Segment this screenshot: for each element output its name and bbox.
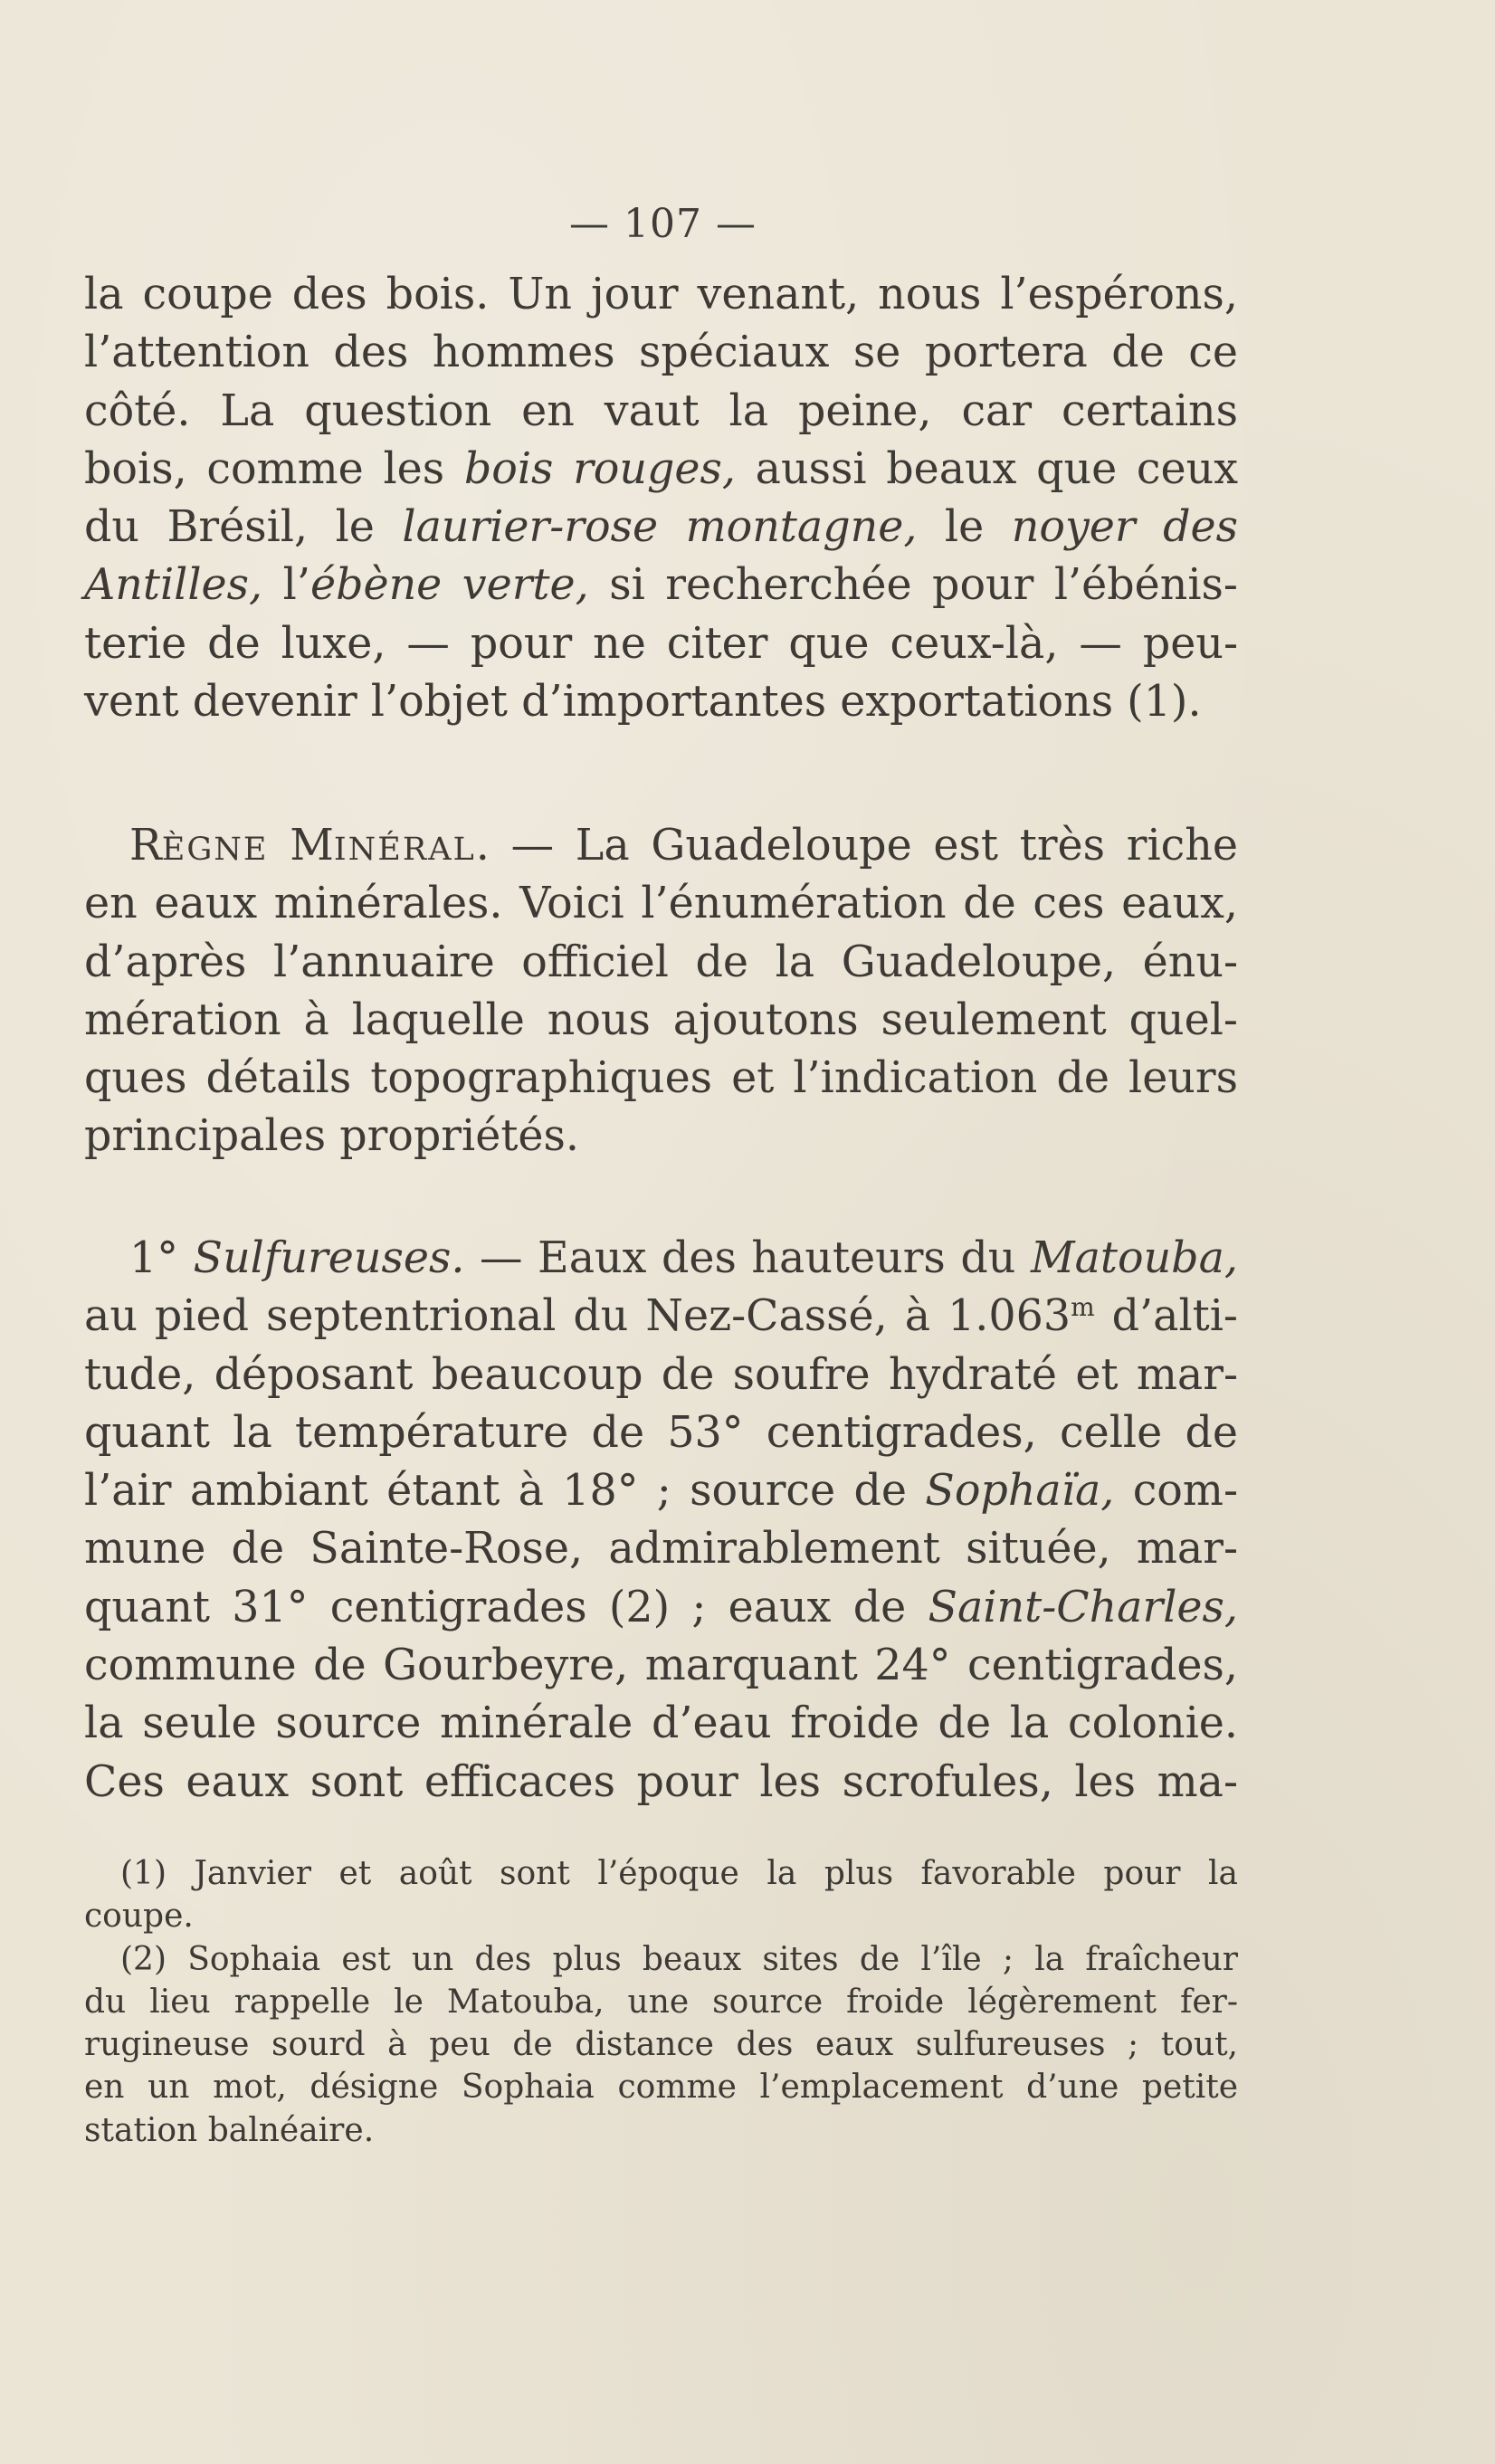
small-caps-text: INÉRAL: [333, 832, 476, 868]
text-line: d’après l’annuaire officiel de la Guadeloupe, énu-: [84, 937, 1238, 987]
text-line: commune de Gourbeyre, marquant 24° centigrades,: [84, 1641, 1238, 1691]
text-line: la seule source minérale d’eau froide de la colonie.: [84, 1698, 1238, 1749]
text-line: [84, 499, 1238, 557]
text-run: d’alti-: [1094, 1291, 1238, 1342]
footnote-line: rugineuse sourd à peu de distance des eaux sulfureuses ; tout,: [84, 2026, 1238, 2064]
text-run: aussi beaux que ceux: [735, 443, 1238, 494]
small-caps-initial: R: [129, 821, 162, 870]
italic-term: Sophaïa,: [925, 1466, 1115, 1517]
text-line: côté. La question en vaut la peine, car certains: [84, 385, 1238, 436]
small-caps-text: ÈGNE: [161, 832, 269, 868]
text-run: 1°: [129, 1233, 194, 1283]
text-line: [84, 557, 1238, 614]
text-line: [84, 1230, 1238, 1288]
text-line: [84, 1288, 1238, 1346]
text-line: [84, 817, 1238, 875]
text-run: au pied septentrional du Nez-Cassé, à 1.063: [84, 1291, 1071, 1342]
text-line: terie de luxe, — pour ne citer que ceux-là, — peu-: [84, 618, 1238, 669]
text-line: [84, 1579, 1238, 1637]
footnote-line: du lieu rappelle le Matouba, une source froide légèrement fer-: [84, 1983, 1238, 2021]
italic-term: ébène verte,: [309, 560, 589, 611]
italic-term: Antilles,: [84, 560, 263, 611]
text-line: [84, 1462, 1238, 1520]
superscript: m: [1071, 1292, 1095, 1323]
text-run: — Eaux des hauteurs du: [464, 1233, 1031, 1283]
paragraph-sulphurous-waters: [84, 1230, 1238, 1812]
text-line: [84, 441, 1238, 499]
text-run: si recherchée pour l’ébénis-: [588, 560, 1238, 611]
text-line: la coupe des bois. Un jour venant, nous l’espérons,: [84, 270, 1238, 319]
text-run: bois, comme les: [84, 443, 464, 494]
footnote-line: coupe.: [84, 1898, 194, 1936]
footnotes: [84, 1852, 1238, 2152]
text-line: vent devenir l’objet d’importantes exportations (1).: [84, 677, 1202, 728]
text-run: le: [917, 502, 1012, 553]
footnote-line: (2) Sophaia est un des plus beaux sites de l’île ; la fraîcheur: [120, 1940, 1238, 1978]
text-run: l’air ambiant étant à 18° ; source de: [84, 1466, 926, 1517]
text-line: en eaux minérales. Voici l’énumération de ces eaux,: [84, 879, 1238, 929]
text-line: principales propriétés.: [84, 1111, 579, 1162]
text-line: mune de Sainte-Rose, admirablement située, mar-: [84, 1524, 1238, 1574]
text-run: l’: [262, 560, 310, 611]
footnote-line: station balnéaire.: [84, 2111, 375, 2149]
text-line: tude, déposant beaucoup de soufre hydraté et mar-: [84, 1349, 1238, 1400]
paragraph-wood-exports: [84, 266, 1238, 731]
paragraph-mineral-kingdom: [84, 817, 1238, 1166]
italic-term: laurier-rose montagne,: [402, 502, 918, 553]
text-line: ques détails topographiques et l’indication de leurs: [84, 1053, 1238, 1104]
italic-term: Saint-Charles,: [928, 1582, 1238, 1632]
italic-term: noyer des: [1011, 502, 1238, 553]
small-caps-initial: M: [268, 821, 334, 870]
text-line: l’attention des hommes spéciaux se portera de ce: [84, 328, 1238, 378]
footnote-line: (1) Janvier et août sont l’époque la plus favorable pour la: [120, 1855, 1238, 1892]
italic-term: bois rouges,: [463, 443, 736, 494]
text-run: . — La Guadeloupe est très riche: [475, 821, 1238, 870]
italic-term: Sulfureuses.: [193, 1233, 465, 1283]
text-run: quant 31° centigrades (2) ; eaux de: [84, 1582, 928, 1632]
footnote-line: en un mot, désigne Sophaia comme l’emplacement d’une petite: [84, 2069, 1238, 2107]
page-number: — 107 —: [569, 201, 757, 247]
text-line: quant la température de 53° centigrades, celle de: [84, 1407, 1238, 1458]
text-line: mération à laquelle nous ajoutons seulement quel-: [84, 994, 1238, 1045]
text-line: Ces eaux sont efficaces pour les scrofules, les ma-: [84, 1756, 1238, 1807]
italic-term: Matouba,: [1030, 1233, 1238, 1283]
text-run: com-: [1114, 1466, 1238, 1517]
text-run: du Brésil, le: [84, 502, 403, 553]
